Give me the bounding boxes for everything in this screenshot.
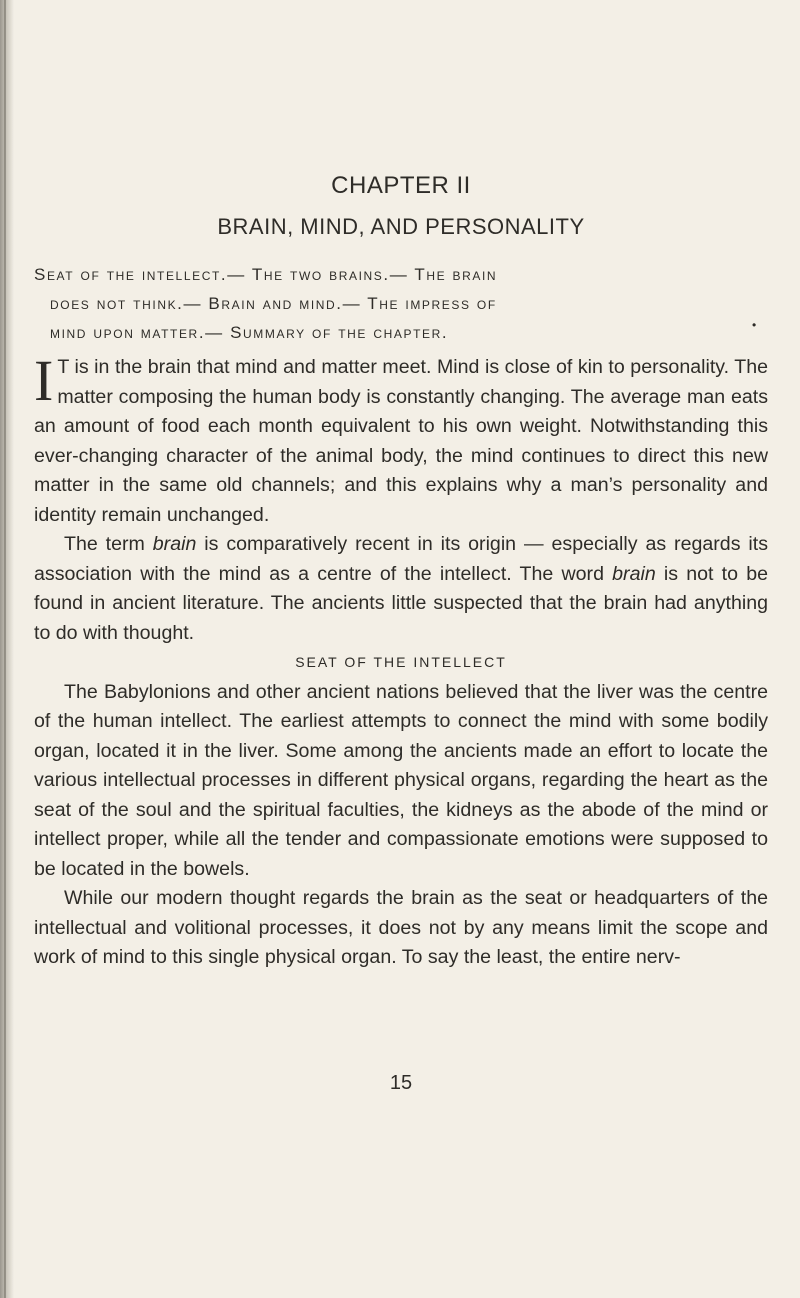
book-page (34, 0, 768, 1298)
chapter-number: CHAPTER II (331, 172, 471, 199)
paragraph: While our modern thought regards the brain as the seat or headquarters of the intellectual and volitional processes, it does not by any means limit the scope and work of mind to this single physical organ. To say the least, the entire nerv- (34, 887, 768, 968)
paragraph-text: The term (64, 533, 153, 555)
italic-term: brain (612, 562, 656, 585)
chapter-title: BRAIN, MIND, AND PERSONALITY (217, 214, 585, 239)
book-gutter-shadow (0, 0, 14, 1298)
paragraph (34, 530, 768, 648)
synopsis-line: Seat of the intellect.— The two brains.— The brain (34, 265, 498, 284)
italic-term: brain (152, 533, 197, 555)
paragraph-text: is not to be found in ancient literature. The ancients little suspected that the brain had anything to do with thought. (34, 562, 768, 644)
section-heading: SEAT OF THE INTELLECT (295, 654, 507, 670)
paragraph-text: is comparatively recent in its origin — especially as regards its association with the mind as a centre of the intellect. The word (34, 533, 768, 585)
paragraph (34, 348, 768, 530)
synopsis-line: does not think.— Brain and mind.— The impress of (50, 294, 497, 313)
paragraph-text: T is in the brain that mind and matter meet. Mind is close of kin to personality. The matter composing the human body is constantly changing. The average man eats an amount of food each month equivalent to his own weight. Notwithstanding this ever-changing character of the animal body, the mind continues to direct this new matter in the same old channels; and this explains why a man’s personality and identity remain unchanged. (34, 356, 768, 526)
printer-mark: • (752, 318, 757, 332)
paragraph: The Babylonions and other ancient nations believed that the liver was the centre of the human intellect. The earliest attempts to connect the mind with some bodily organ, located it in the liver. Some among the ancients made an effort to locate the various intellectual processes in different physical organs, regarding the heart as the seat of the soul and the spiritual faculties, the kidneys as the abode of the mind or intellect proper, while all the tender and compassionate emotions were supposed to be located in the bowels. (34, 680, 768, 880)
page-number: 15 (389, 1072, 413, 1094)
synopsis-line: mind upon matter.— Summary of the chapter. (50, 323, 449, 342)
drop-cap: I (34, 348, 54, 413)
chapter-body (34, 348, 768, 973)
chapter-synopsis (34, 260, 768, 347)
book-gutter-edge (4, 0, 6, 1298)
